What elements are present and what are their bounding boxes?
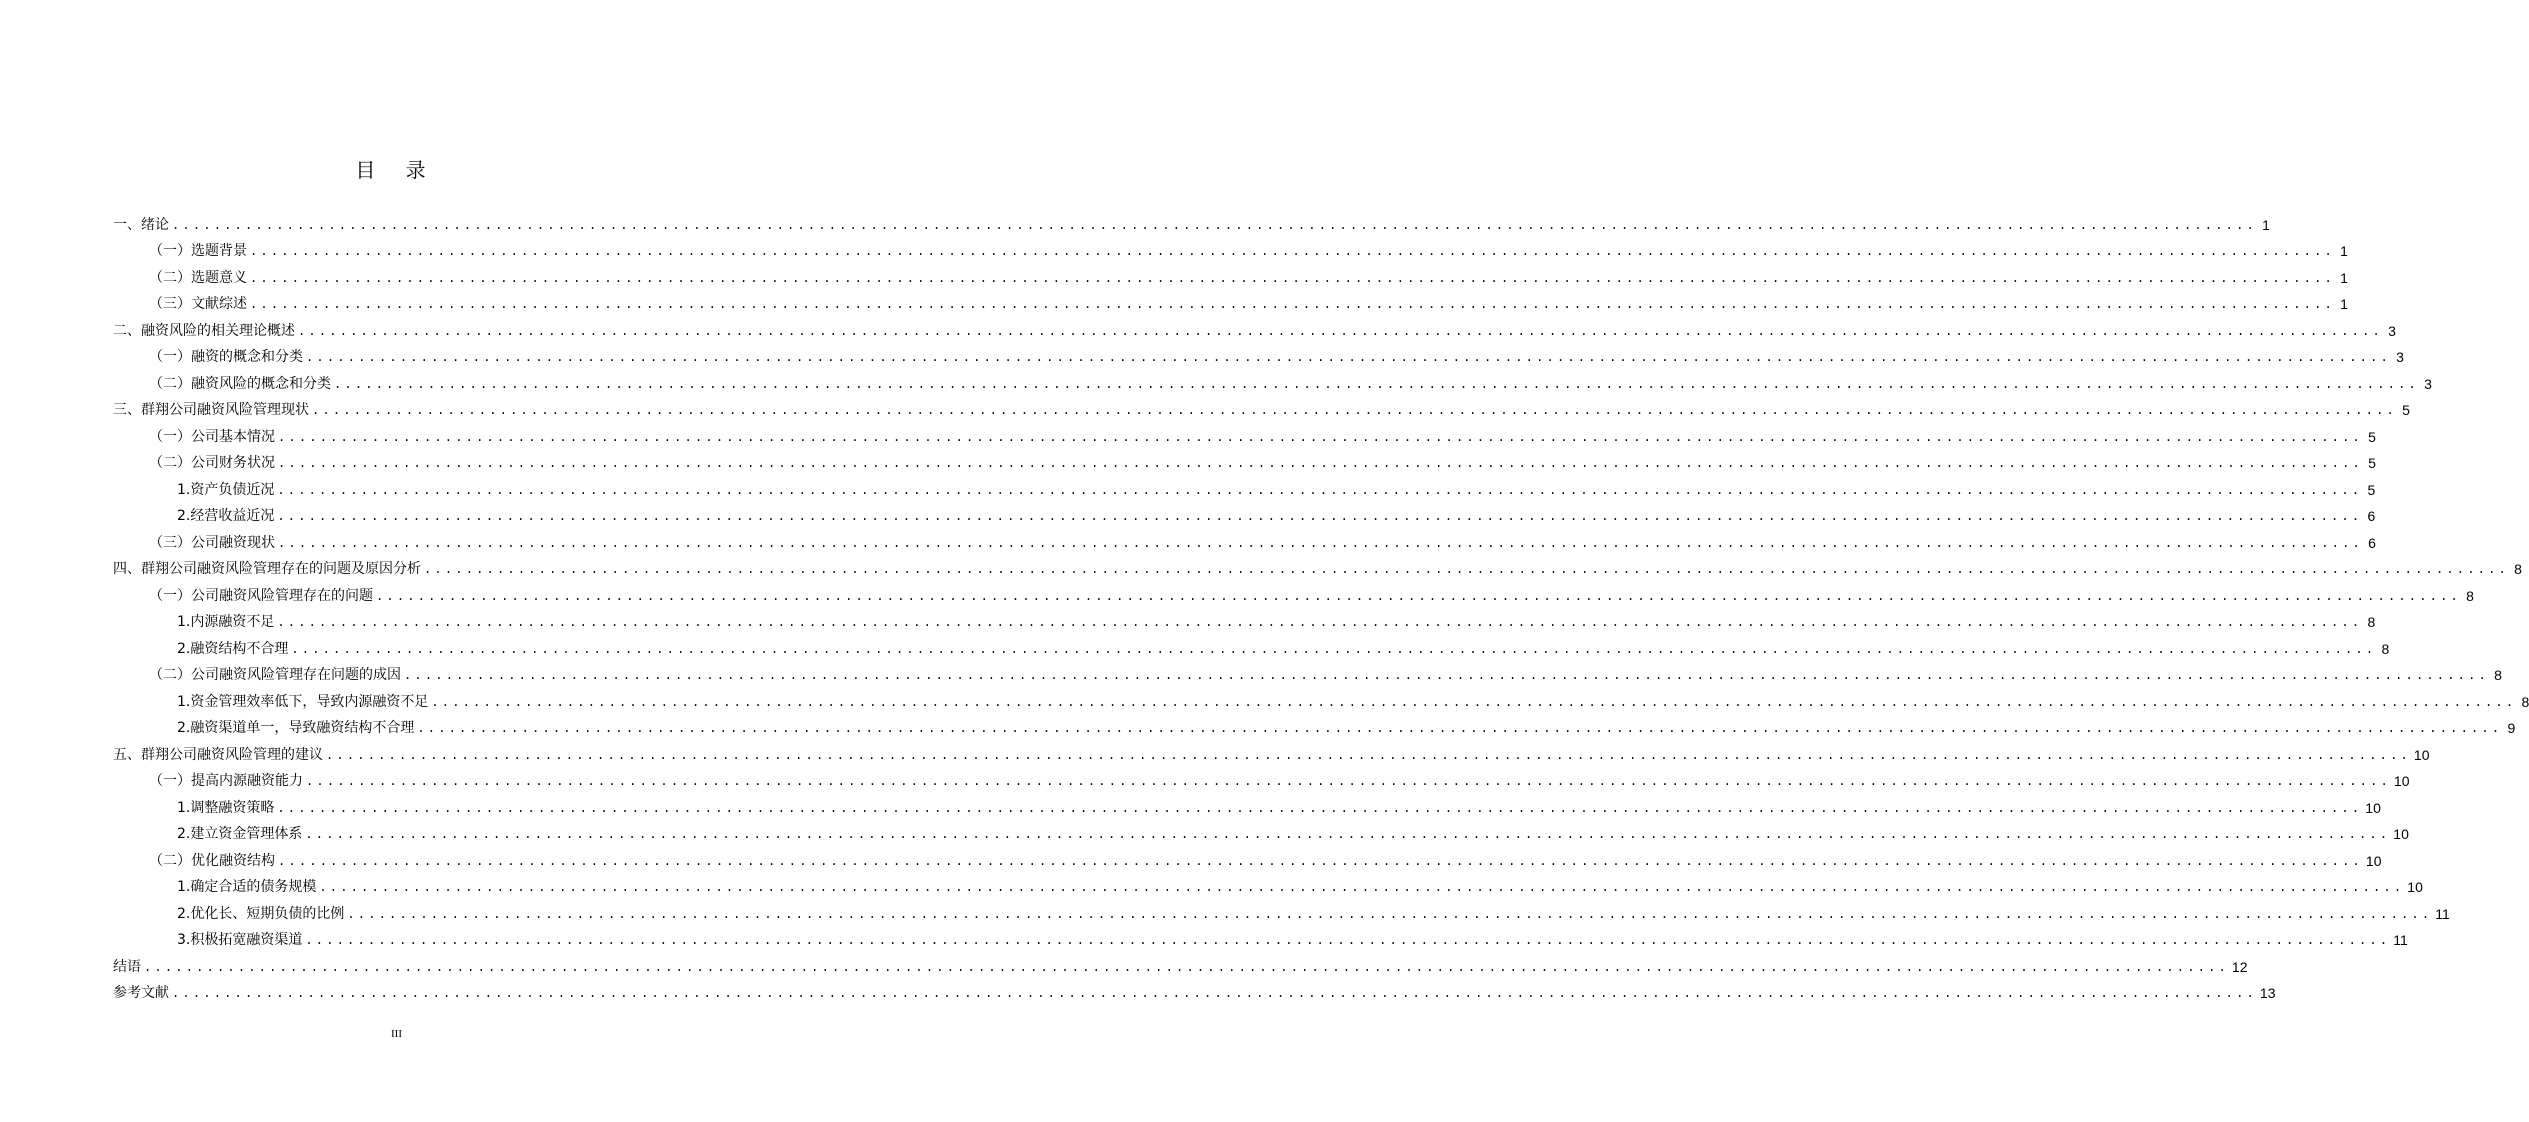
toc-dot-leader: ........................................................................................................................................................................................................ <box>250 270 2335 285</box>
toc-entry[interactable] <box>113 631 2390 658</box>
toc-entry[interactable] <box>113 711 2516 738</box>
toc-dot-leader: ........................................................................................................................................................................................................ <box>305 933 2391 947</box>
toc-entry-page: 10 <box>2407 879 2423 895</box>
toc-dot-leader: ........................................................................................................................................................................................................ <box>424 562 2509 576</box>
toc-entry-page: 12 <box>2231 958 2248 975</box>
table-of-contents <box>113 207 2529 1002</box>
toc-dot-leader: ........................................................................................................................................................................................................ <box>312 403 2397 417</box>
toc-entry-title: 1.确定合适的债务规模 <box>177 879 317 895</box>
toc-entry-title: （三）公司融资现状 <box>149 534 275 551</box>
toc-dot-leader: ........................................................................................................................................................................................................ <box>278 429 2363 444</box>
toc-entry[interactable] <box>113 446 2376 473</box>
toc-entry[interactable] <box>113 313 2396 340</box>
toc-dot-leader: ........................................................................................................................................................................................................ <box>277 509 2363 523</box>
page-number: III <box>391 1028 402 1040</box>
toc-dot-leader: ........................................................................................................................................................................................................ <box>306 350 2391 364</box>
toc-entry-page: 1 <box>2262 216 2270 233</box>
toc-entry-page: 13 <box>2259 985 2276 1001</box>
toc-entry[interactable] <box>113 737 2430 764</box>
toc-entry[interactable] <box>113 552 2522 579</box>
toc-entry-title: 2.融资结构不合理 <box>177 640 289 657</box>
toc-entry[interactable] <box>113 366 2432 393</box>
toc-entry-page: 1 <box>2340 269 2348 286</box>
toc-entry-title: 2.经营收益近况 <box>177 508 275 524</box>
toc-entry-title: （一）公司融资风险管理存在的问题 <box>149 587 373 604</box>
toc-dot-leader: ........................................................................................................................................................................................................ <box>277 615 2363 629</box>
toc-dot-leader: ........................................................................................................................................................................................................ <box>144 959 2229 974</box>
toc-entry[interactable] <box>113 287 2348 314</box>
toc-entry[interactable] <box>113 578 2474 605</box>
toc-entry-page: 8 <box>2521 693 2529 710</box>
toc-entry[interactable] <box>113 234 2348 261</box>
toc-entry-page: 8 <box>2381 640 2390 657</box>
toc-entry-page: 8 <box>2494 667 2502 683</box>
toc-entry-title: （二）公司财务状况 <box>149 455 275 471</box>
toc-entry[interactable] <box>113 393 2410 420</box>
toc-entry-page: 10 <box>2413 746 2430 763</box>
toc-entry[interactable] <box>113 419 2376 446</box>
toc-entry-title: 3.积极拓宽融资渠道 <box>177 932 303 948</box>
toc-entry-title: 三、群翔公司融资风险管理现状 <box>113 402 309 418</box>
toc-entry[interactable] <box>113 976 2276 1003</box>
toc-entry-page: 3 <box>2388 322 2396 339</box>
toc-entry-page: 10 <box>2393 773 2410 789</box>
toc-entry-title: 结语 <box>113 958 141 975</box>
toc-entry[interactable] <box>113 817 2409 844</box>
toc-entry-page: 10 <box>2365 799 2381 816</box>
toc-dot-leader: ........................................................................................................................................................................................................ <box>376 588 2461 603</box>
toc-dot-leader: ........................................................................................................................................................................................................ <box>278 456 2363 470</box>
toc-entry-title: 2.优化长、短期负债的比例 <box>177 905 345 922</box>
toc-entry[interactable] <box>113 525 2376 552</box>
toc-entry-page: 10 <box>2365 852 2382 869</box>
toc-entry-title: （二）优化融资结构 <box>149 852 275 869</box>
toc-entry-page: 5 <box>2368 428 2376 445</box>
toc-dot-leader: ........................................................................................................................................................................................................ <box>250 244 2335 258</box>
toc-entry-title: （二）融资风险的概念和分类 <box>149 375 331 392</box>
toc-entry[interactable] <box>113 870 2423 897</box>
toc-entry-title: （一）融资的概念和分类 <box>149 349 303 365</box>
toc-dot-leader: ........................................................................................................................................................................................................ <box>431 694 2517 709</box>
toc-entry[interactable] <box>113 340 2404 367</box>
toc-entry-page: 6 <box>2368 534 2376 551</box>
toc-dot-leader: ........................................................................................................................................................................................................ <box>172 986 2257 1000</box>
toc-dot-leader: ........................................................................................................................................................................................................ <box>347 906 2433 921</box>
toc-entry-title: （一）公司基本情况 <box>149 428 275 445</box>
toc-entry-page: 5 <box>2402 402 2410 418</box>
toc-entry[interactable] <box>113 949 2248 976</box>
toc-entry[interactable] <box>113 764 2410 791</box>
toc-entry-title: （三）文献综述 <box>149 296 247 312</box>
toc-entry-title: （一）选题背景 <box>149 243 247 259</box>
toc-dot-leader: ........................................................................................................................................................................................................ <box>319 880 2405 894</box>
toc-entry[interactable] <box>113 843 2382 870</box>
toc-dot-leader: ........................................................................................................................................................................................................ <box>278 535 2363 550</box>
toc-dot-leader: ........................................................................................................................................................................................................ <box>326 747 2411 762</box>
toc-entry-title: 参考文献 <box>113 985 169 1001</box>
toc-entry-page: 3 <box>2424 375 2432 392</box>
toc-entry[interactable] <box>113 790 2381 817</box>
toc-dot-leader: ........................................................................................................................................................................................................ <box>277 800 2363 815</box>
toc-entry-title: （二）选题意义 <box>149 269 247 286</box>
toc-dot-leader: ........................................................................................................................................................................................................ <box>277 482 2363 497</box>
toc-entry-title: 一、绪论 <box>113 216 169 233</box>
toc-entry[interactable] <box>113 499 2376 526</box>
toc-entry-page: 1 <box>2340 296 2348 312</box>
toc-dot-leader: ........................................................................................................................................................................................................ <box>305 827 2391 841</box>
toc-dot-leader: ........................................................................................................................................................................................................ <box>306 774 2391 788</box>
toc-entry-title: （一）提高内源融资能力 <box>149 773 303 789</box>
toc-entry-title: 2.建立资金管理体系 <box>177 826 303 842</box>
toc-entry-page: 11 <box>2435 905 2450 922</box>
toc-entry-title: 五、群翔公司融资风险管理的建议 <box>113 746 323 763</box>
toc-entry-page: 5 <box>2367 481 2376 498</box>
toc-dot-leader: ........................................................................................................................................................................................................ <box>172 217 2257 232</box>
toc-entry-page: 9 <box>2507 720 2516 736</box>
toc-entry-page: 11 <box>2393 932 2408 948</box>
toc-entry[interactable] <box>113 605 2376 632</box>
toc-dot-leader: ........................................................................................................................................................................................................ <box>404 668 2489 682</box>
toc-dot-leader: ........................................................................................................................................................................................................ <box>291 641 2377 656</box>
toc-dot-leader: ........................................................................................................................................................................................................ <box>250 297 2335 311</box>
toc-entry-page: 10 <box>2393 826 2409 842</box>
toc-entry-title: 2.融资渠道单一，导致融资结构不合理 <box>177 720 415 736</box>
toc-entry[interactable] <box>113 472 2376 499</box>
page-title: 目 录 <box>355 158 438 182</box>
toc-entry-title: 1.资产负债近况 <box>177 481 275 498</box>
toc-entry-title: 二、融资风险的相关理论概述 <box>113 322 295 339</box>
toc-entry[interactable] <box>113 684 2529 711</box>
toc-dot-leader: ........................................................................................................................................................................................................ <box>298 323 2383 338</box>
toc-entry-page: 1 <box>2340 243 2348 259</box>
toc-entry-title: 1.资金管理效率低下，导致内源融资不足 <box>177 693 429 710</box>
toc-entry[interactable] <box>113 923 2408 950</box>
toc-entry-page: 6 <box>2367 508 2376 524</box>
toc-entry-title: 1.调整融资策略 <box>177 799 275 816</box>
toc-entry[interactable] <box>113 260 2348 287</box>
toc-entry[interactable] <box>113 896 2450 923</box>
toc-entry-title: 四、群翔公司融资风险管理存在的问题及原因分析 <box>113 561 421 577</box>
toc-entry-page: 8 <box>2514 561 2522 577</box>
toc-entry-page: 5 <box>2368 455 2376 471</box>
toc-entry-page: 3 <box>2396 349 2404 365</box>
toc-dot-leader: ........................................................................................................................................................................................................ <box>417 721 2503 735</box>
toc-dot-leader: ........................................................................................................................................................................................................ <box>278 853 2363 868</box>
toc-entry-page: 8 <box>2466 587 2474 604</box>
toc-entry-title: （二）公司融资风险管理存在问题的成因 <box>149 667 401 683</box>
toc-entry[interactable] <box>113 207 2270 234</box>
toc-entry[interactable] <box>113 658 2502 685</box>
toc-dot-leader: ........................................................................................................................................................................................................ <box>334 376 2419 391</box>
toc-entry-page: 8 <box>2367 614 2376 630</box>
toc-entry-title: 1.内源融资不足 <box>177 614 275 630</box>
